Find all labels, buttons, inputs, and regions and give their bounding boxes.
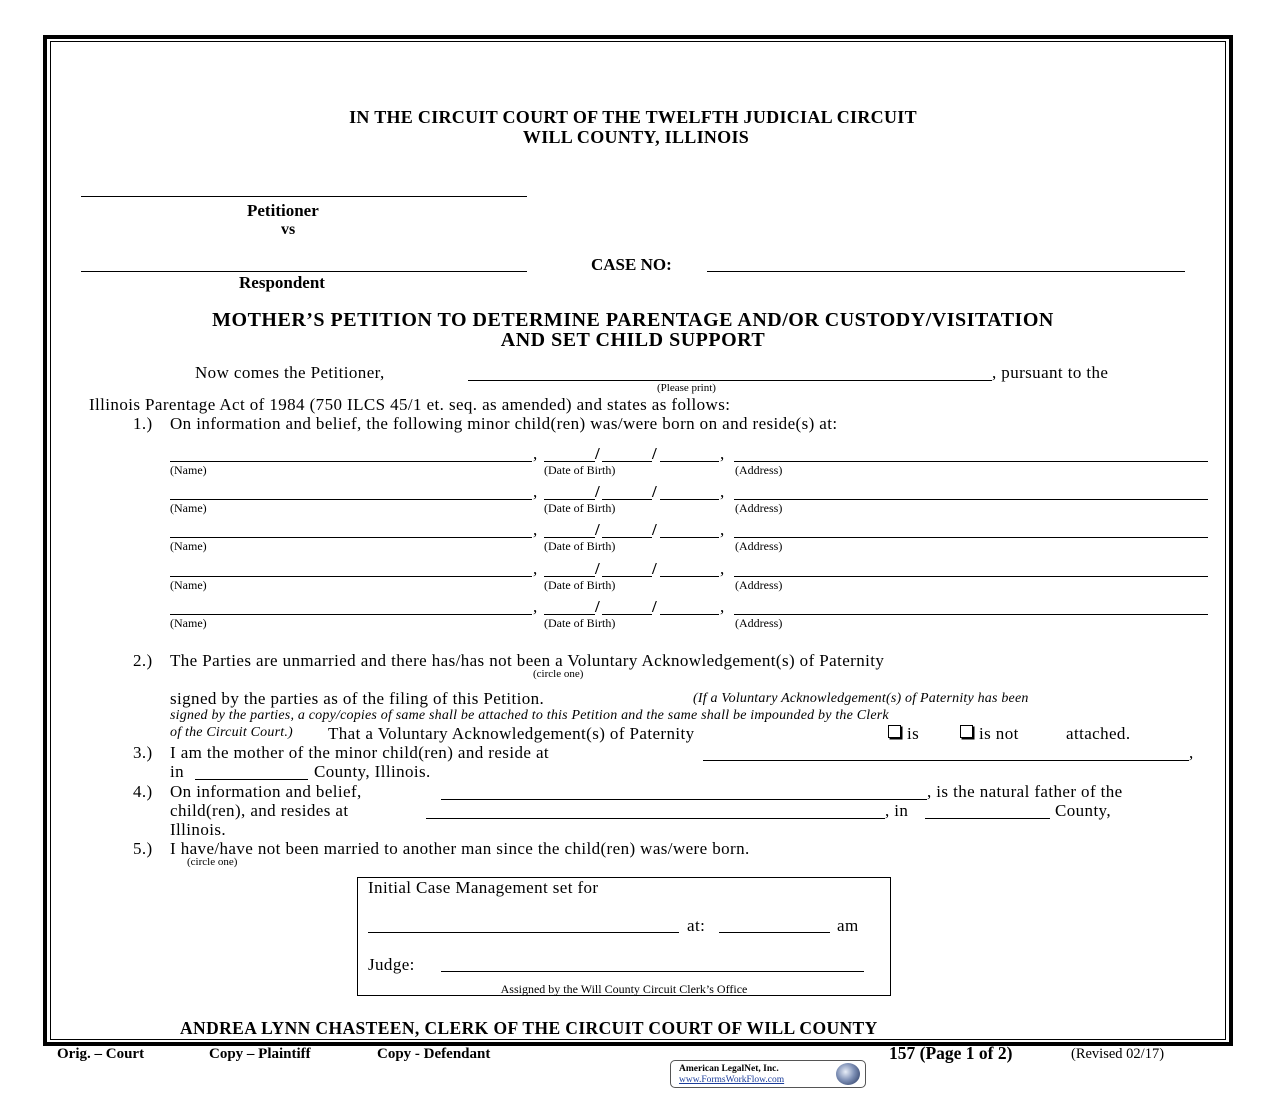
item-4-illinois: Illinois. <box>170 820 227 839</box>
dob-year-line[interactable] <box>660 537 719 538</box>
row-comma: , <box>533 597 538 616</box>
logo-url-link[interactable]: www.FormsWorkFlow.com <box>679 1075 785 1085</box>
item-1-text: On information and belief, the following minor child(ren) was/were born on and reside(s) at: <box>170 414 838 433</box>
father-address-line[interactable] <box>426 818 885 819</box>
respondent-label: Respondent <box>239 273 325 292</box>
case-management-time-line[interactable] <box>719 932 830 933</box>
is-option[interactable] <box>888 724 919 744</box>
revised-date: (Revised 02/17) <box>1071 1046 1165 1062</box>
name-caption: (Name) <box>170 578 207 592</box>
child-name-line[interactable] <box>170 499 532 500</box>
item-1-number: 1.) <box>133 414 153 433</box>
case-management-am: am <box>837 916 859 935</box>
child-address-line[interactable] <box>734 461 1208 462</box>
judge-label: Judge: <box>368 955 415 974</box>
dob-caption: (Date of Birth) <box>544 501 616 515</box>
dob-year-line[interactable] <box>660 614 719 615</box>
is-not-option-label: is not <box>979 724 1019 743</box>
item-3-number: 3.) <box>133 743 153 762</box>
dob-slash: / <box>595 444 601 463</box>
court-name: IN THE CIRCUIT COURT OF THE TWELFTH JUDICIAL CIRCUIT <box>349 107 917 127</box>
case-management-at: at: <box>687 916 706 935</box>
dob-day-line[interactable] <box>602 576 652 577</box>
vs-label: vs <box>281 221 296 238</box>
dob-month-line[interactable] <box>544 537 595 538</box>
row-comma: , <box>533 520 538 539</box>
name-caption: (Name) <box>170 616 207 630</box>
row-comma: , <box>720 559 725 578</box>
dob-day-line[interactable] <box>602 461 652 462</box>
dob-slash: / <box>652 482 658 501</box>
dob-month-line[interactable] <box>544 614 595 615</box>
item-3-in: in <box>170 762 185 781</box>
dob-slash: / <box>652 597 658 616</box>
is-option-label: is <box>907 724 920 743</box>
judge-line[interactable] <box>441 971 864 972</box>
item-4-county: County, <box>1055 801 1112 820</box>
row-comma: , <box>533 559 538 578</box>
item-4-text: On information and belief, <box>170 782 362 801</box>
address-caption: (Address) <box>735 463 783 477</box>
item-2-acknowledgement-text: That a Voluntary Acknowledgement(s) of Paternity <box>328 724 695 743</box>
item-5-number: 5.) <box>133 839 153 858</box>
dob-slash: / <box>595 482 601 501</box>
footer-orig-court: Orig. – Court <box>57 1046 145 1062</box>
item-2-italic-2: signed by the parties, a copy/copies of same shall be attached to this Petition and the same shall be impounded by the Clerk <box>170 708 889 723</box>
dob-month-line[interactable] <box>544 461 595 462</box>
name-caption: (Name) <box>170 539 207 553</box>
mother-address-line[interactable] <box>703 760 1189 761</box>
dob-month-line[interactable] <box>544 576 595 577</box>
item-2-signed-text: signed by the parties as of the filing of this Petition. <box>170 689 545 708</box>
case-management-heading: Initial Case Management set for <box>368 878 599 897</box>
father-name-line[interactable] <box>441 799 927 800</box>
child-address-line[interactable] <box>734 614 1208 615</box>
dob-year-line[interactable] <box>660 461 719 462</box>
statute-text: Illinois Parentage Act of 1984 (750 ILCS 45/1 et. seq. as amended) and states as follows: <box>89 395 731 414</box>
is-checkbox[interactable] <box>888 725 901 738</box>
item-4-resides: child(ren), and resides at <box>170 801 349 820</box>
item-3-text: I am the mother of the minor child(ren) and reside at <box>170 743 550 762</box>
item-5-text: I have/have not been married to another man since the child(ren) was/were born. <box>170 839 750 858</box>
item-4-in: , in <box>885 801 909 820</box>
is-not-checkbox[interactable] <box>960 725 973 738</box>
item-2-text: The Parties are unmarried and there has/has not been a Voluntary Acknowledgement(s) of Paternity <box>170 651 885 670</box>
dob-slash: / <box>652 559 658 578</box>
petition-title: MOTHER’S PETITION TO DETERMINE PARENTAGE AND/OR CUSTODY/VISITATION <box>212 309 1054 331</box>
dob-slash: / <box>595 597 601 616</box>
row-comma: , <box>720 520 725 539</box>
item-2-italic-1: (If a Voluntary Acknowledgement(s) of Paternity has been <box>693 691 1029 706</box>
child-address-line[interactable] <box>734 537 1208 538</box>
case-no-line[interactable] <box>707 271 1185 272</box>
petitioner-label: Petitioner <box>247 201 319 220</box>
dob-caption: (Date of Birth) <box>544 463 616 477</box>
child-name-line[interactable] <box>170 576 532 577</box>
assigned-by-label: Assigned by the Will County Circuit Clerk’s Office <box>500 982 748 996</box>
dob-slash: / <box>652 520 658 539</box>
father-county-line[interactable] <box>925 818 1050 819</box>
footer-copy-defendant: Copy - Defendant <box>377 1046 491 1062</box>
child-address-line[interactable] <box>734 499 1208 500</box>
dob-year-line[interactable] <box>660 576 719 577</box>
dob-caption: (Date of Birth) <box>544 539 616 553</box>
please-print-label: (Please print) <box>657 382 716 394</box>
name-caption: (Name) <box>170 501 207 515</box>
item-4-natural-father: , is the natural father of the <box>927 782 1123 801</box>
petition-title-2: AND SET CHILD SUPPORT <box>500 329 766 351</box>
court-county: WILL COUNTY, ILLINOIS <box>522 127 750 147</box>
globe-icon <box>836 1063 860 1085</box>
dob-caption: (Date of Birth) <box>544 616 616 630</box>
respondent-name-line[interactable] <box>81 271 527 272</box>
dob-day-line[interactable] <box>602 614 652 615</box>
address-caption: (Address) <box>735 501 783 515</box>
circle-one-label-5: (circle one) <box>187 856 238 868</box>
american-legalnet-logo[interactable] <box>670 1060 866 1088</box>
intro-trail: , pursuant to the <box>992 363 1109 382</box>
is-not-option[interactable] <box>960 724 1019 744</box>
row-comma: , <box>533 444 538 463</box>
dob-month-line[interactable] <box>544 499 595 500</box>
item-4-number: 4.) <box>133 782 153 801</box>
attached-label: attached. <box>1066 724 1131 743</box>
address-caption: (Address) <box>735 616 783 630</box>
child-name-line[interactable] <box>170 614 532 615</box>
case-management-date-line[interactable] <box>368 932 679 933</box>
petitioner-print-name-line[interactable] <box>468 380 992 381</box>
dob-slash: / <box>595 559 601 578</box>
address-caption: (Address) <box>735 578 783 592</box>
row-comma: , <box>720 444 725 463</box>
row-comma: , <box>533 482 538 501</box>
name-caption: (Name) <box>170 463 207 477</box>
case-no-label: CASE NO: <box>591 255 672 274</box>
row-comma: , <box>720 482 725 501</box>
mother-county-line[interactable] <box>195 779 308 780</box>
child-name-line[interactable] <box>170 537 532 538</box>
address-caption: (Address) <box>735 539 783 553</box>
form-number: 157 (Page 1 of 2) <box>889 1043 1013 1063</box>
row-comma: , <box>720 597 725 616</box>
child-address-line[interactable] <box>734 576 1208 577</box>
clerk-name: ANDREA LYNN CHASTEEN, CLERK OF THE CIRCUIT COURT OF WILL COUNTY <box>180 1018 878 1038</box>
item-3-county: County, Illinois. <box>314 762 431 781</box>
item-2-italic-3: of the Circuit Court.) <box>170 725 293 740</box>
dob-slash: / <box>595 520 601 539</box>
dob-day-line[interactable] <box>602 499 652 500</box>
logo-company-name: American LegalNet, Inc. <box>679 1064 779 1074</box>
circle-one-label: (circle one) <box>533 668 584 680</box>
item-3-comma: , <box>1189 743 1194 762</box>
item-2-number: 2.) <box>133 651 153 670</box>
dob-year-line[interactable] <box>660 499 719 500</box>
dob-day-line[interactable] <box>602 537 652 538</box>
petitioner-name-line[interactable] <box>81 196 527 197</box>
footer-copy-plaintiff: Copy – Plaintiff <box>209 1046 311 1062</box>
child-name-line[interactable] <box>170 461 532 462</box>
dob-slash: / <box>652 444 658 463</box>
intro-lead: Now comes the Petitioner, <box>195 363 385 382</box>
dob-caption: (Date of Birth) <box>544 578 616 592</box>
